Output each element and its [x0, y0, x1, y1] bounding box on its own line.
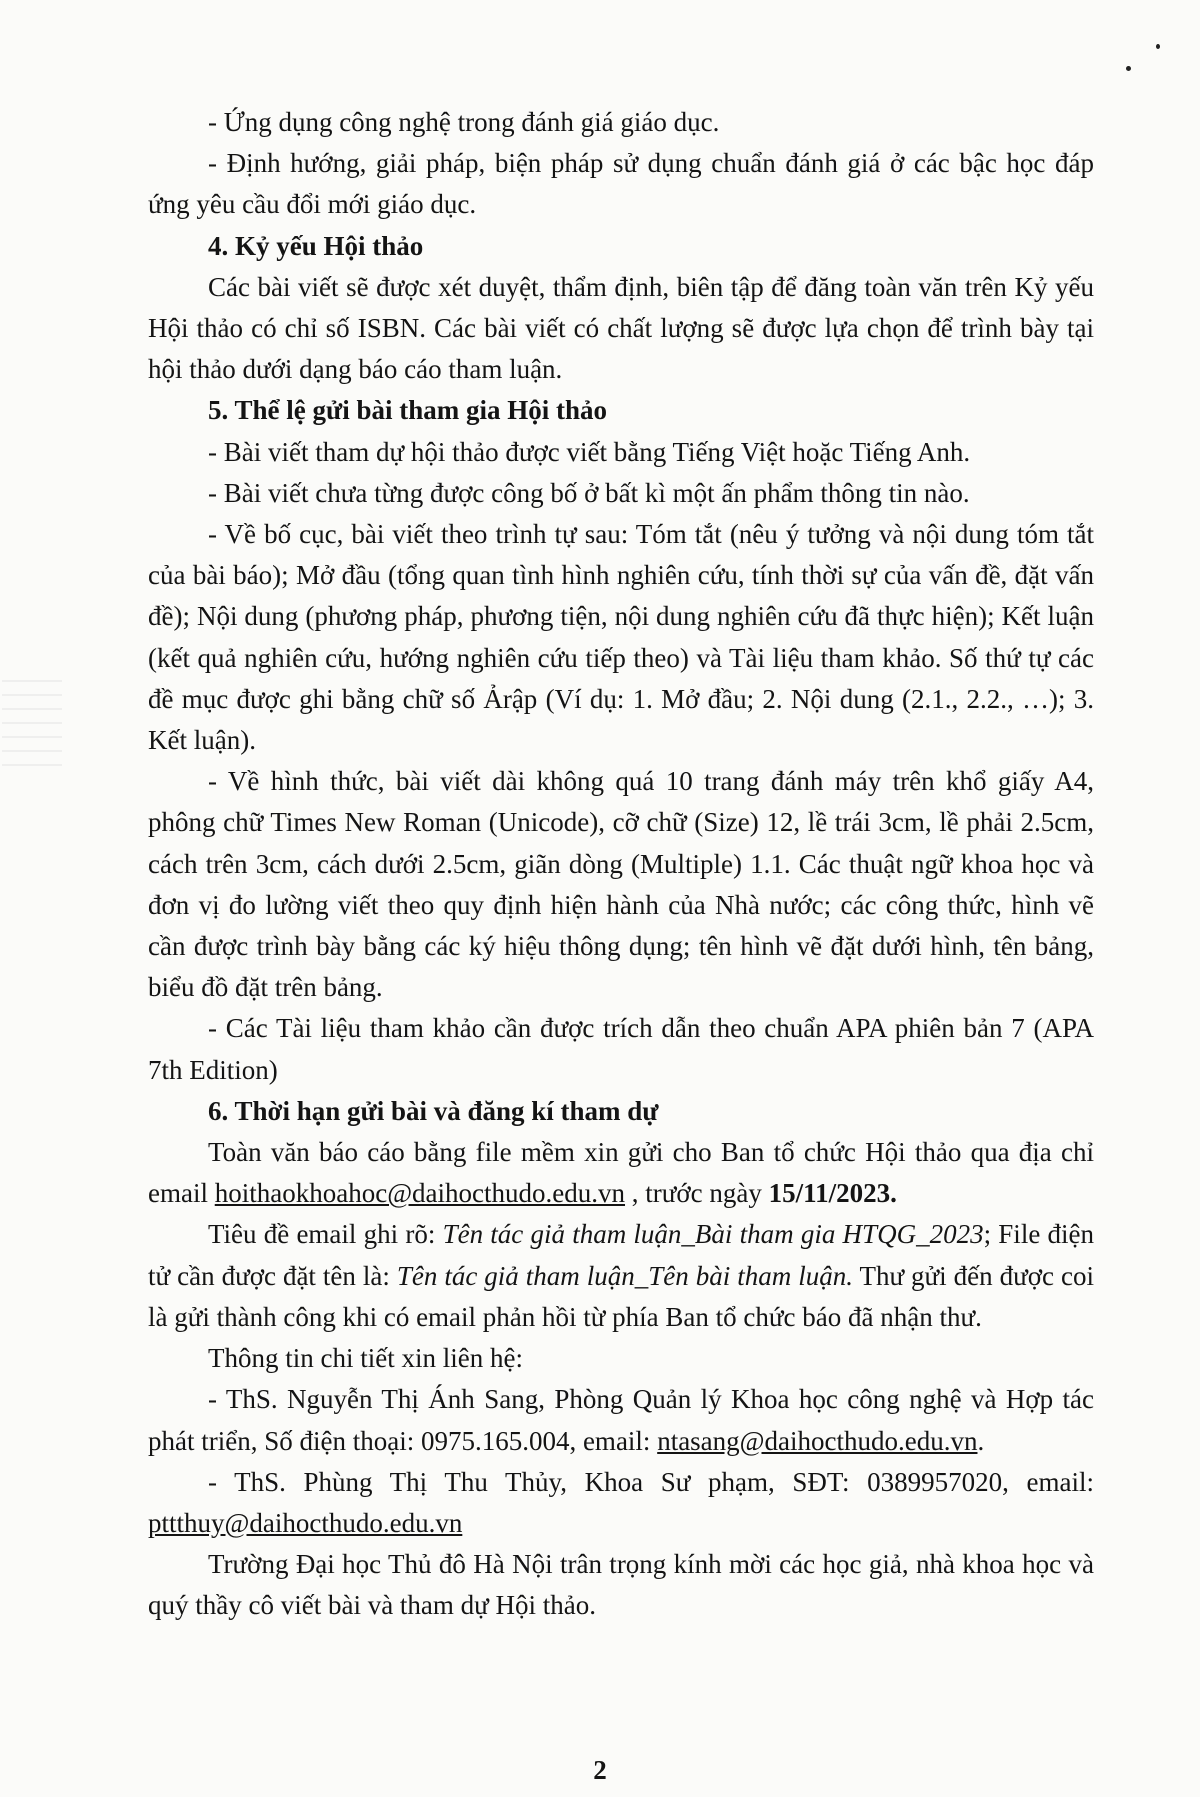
contact-sang-email-link[interactable]: ntasang@daihocthudo.edu.vn: [657, 1425, 978, 1456]
email-subject-text: Tiêu đề email ghi rõ:: [208, 1219, 443, 1250]
section-heading-4: 4. Kỷ yếu Hội thảo: [208, 230, 424, 261]
section-heading-6: 6. Thời hạn gửi bài và đăng kí tham dự: [208, 1095, 659, 1126]
submission-text: Toàn văn báo cáo bằng file mềm xin gửi cho Ban tổ chức Hội thảo qua địa chỉ email: [148, 1137, 1094, 1209]
bullet-orientation: - Định hướng, giải pháp, biện pháp sử dụng chuẩn đánh giá ở các bậc học đáp ứng yêu cầu đổi mới giáo dục.: [148, 148, 1094, 220]
contact-sang-period: .: [977, 1425, 985, 1456]
confirmation-text: Thư gửi đến được coi là gửi thành công khi có email phản hồi từ phía Ban tổ chức báo đã nhận thư.: [148, 1260, 1094, 1332]
margin-bleed-through: [2, 680, 62, 770]
submission-text-before-date: , trước ngày: [625, 1178, 769, 1209]
document-body: [148, 102, 1094, 1627]
section-heading-5: 5. Thể lệ gửi bài tham gia Hội thảo: [208, 395, 607, 426]
bullet-technology: - Ứng dụng công nghệ trong đánh giá giáo dục.: [208, 107, 720, 137]
contact-thuy-text: - ThS. Phùng Thị Thu Thủy, Khoa Sư phạm, SĐT: 0389957020, email:: [208, 1466, 1094, 1497]
contact-sang-text: - ThS. Nguyễn Thị Ánh Sang, Phòng Quản lý Khoa học công nghệ và Hợp tác phát triển, Số điện thoại: 0975.165.004, email:: [148, 1384, 1094, 1456]
contact-intro: Thông tin chi tiết xin liên hệ:: [208, 1343, 523, 1374]
deadline-date: 15/11/2023.: [768, 1178, 897, 1209]
email-subject-paragraph: [148, 1214, 1094, 1338]
scan-speck: [1156, 44, 1160, 49]
email-subject-format: Tên tác giả tham luận_Bài tham gia HTQG_2023: [442, 1219, 984, 1250]
rule-references: - Các Tài liệu tham khảo cần được trích dẫn theo chuẩn APA phiên bản 7 (APA 7th Edition): [148, 1013, 1094, 1085]
closing-invitation: Trường Đại học Thủ đô Hà Nội trân trọng kính mời các học giả, nhà khoa học và quý thầy cô viết bài và tham dự Hội thảo.: [148, 1549, 1094, 1621]
page-number: 2: [593, 1755, 607, 1785]
conference-email-link[interactable]: hoithaokhoahoc@daihocthudo.edu.vn: [214, 1178, 626, 1209]
rule-structure: - Về bố cục, bài viết theo trình tự sau: Tóm tắt (nêu ý tưởng và nội dung tóm tắt của bài báo); Mở đầu (tổng quan tình hình nghiên cứu, tính thời sự của vấn đề, đặt vấn đề); Nội dung (phương pháp, phương tiện, nội dung nghiên cứu đã thực hiện); Kết luận (kết quả nghiên cứu, hướng nghiên cứu tiếp theo) và Tài liệu tham khảo. Số thứ tự các đề mục được ghi bằng chữ số Ảrập (Ví dụ: 1. Mở đầu; 2. Nội dung (2.1., 2.2., …); 3. Kết luận).: [148, 519, 1094, 756]
file-name-format: Tên tác giả tham luận_Tên bài tham luận.: [396, 1260, 853, 1291]
contact-thuy: [148, 1462, 1094, 1544]
file-name-text: ; File điện tử cần được đặt tên là:: [148, 1219, 1094, 1291]
scan-speck: [1126, 66, 1131, 71]
contact-thuy-email-link[interactable]: pttthuy@daihocthudo.edu.vn: [148, 1507, 463, 1538]
proceedings-paragraph: Các bài viết sẽ được xét duyệt, thẩm định, biên tập để đăng toàn văn trên Kỷ yếu Hội thảo có chỉ số ISBN. Các bài viết có chất lượng sẽ được lựa chọn để trình bày tại hội thảo dưới dạng báo cáo tham luận.: [148, 271, 1094, 385]
submission-paragraph: [148, 1132, 1094, 1214]
rule-unpublished: - Bài viết chưa từng được công bố ở bất kì một ấn phẩm thông tin nào.: [208, 477, 970, 508]
contact-sang: [148, 1379, 1094, 1461]
rule-language: - Bài viết tham dự hội thảo được viết bằng Tiếng Việt hoặc Tiếng Anh.: [208, 436, 971, 467]
rule-format: - Về hình thức, bài viết dài không quá 10 trang đánh máy trên khổ giấy A4, phông chữ Times New Roman (Unicode), cỡ chữ (Size) 12, lề trái 3cm, lề phải 2.5cm, cách trên 3cm, cách dưới 2.5cm, giãn dòng (Multiple) 1.1. Các thuật ngữ khoa học và đơn vị đo lường viết theo quy định hiện hành của Nhà nước; các công thức, hình vẽ cần được trình bày bằng các ký hiệu thông dụng; tên hình vẽ đặt dưới hình, tên bảng, biểu đồ đặt trên bảng.: [148, 766, 1094, 1003]
